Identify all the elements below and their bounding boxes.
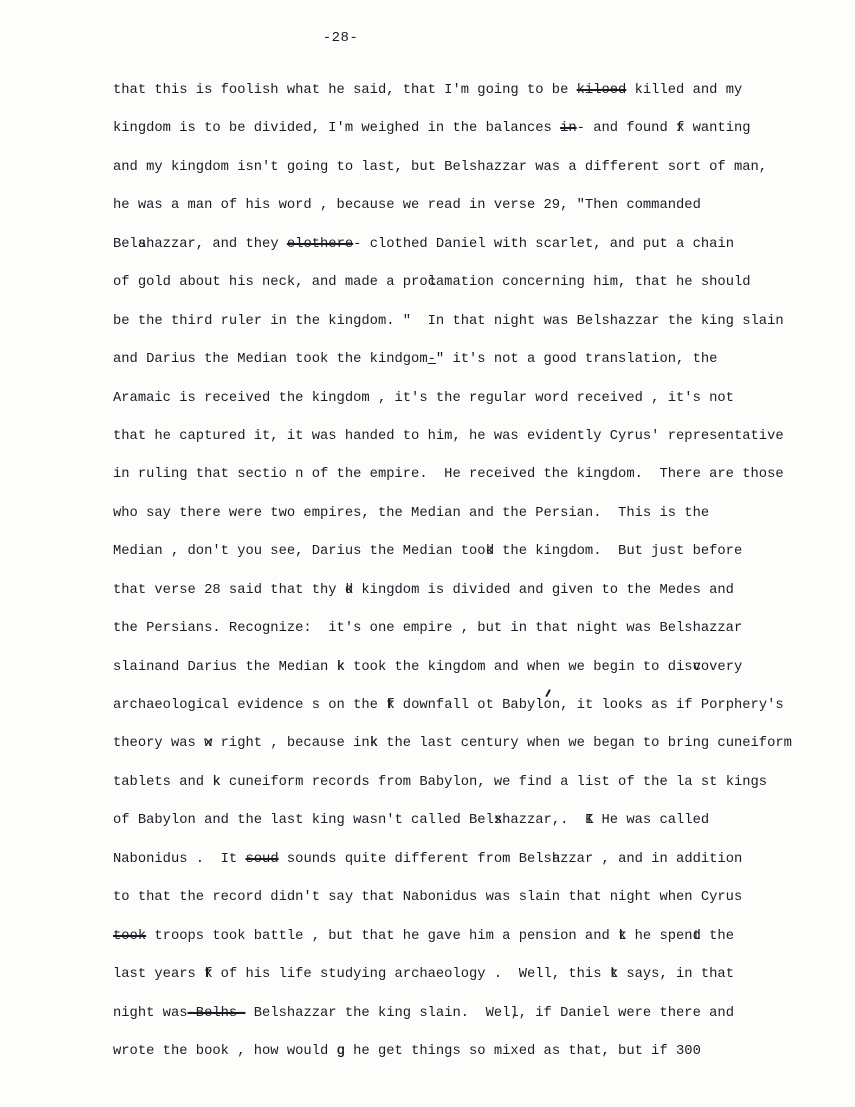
text-segment: of gold about his neck, and made a pro <box>113 275 428 291</box>
text-segment: kingdom is to be divided, I'm weighed in the balances <box>113 121 561 137</box>
text-segment: of his life studying archaeology . Well, this <box>212 967 610 983</box>
text-segment-ov: kk <box>212 774 213 790</box>
text-segment-ov: dt <box>692 928 694 944</box>
text-segment: Median , don't you see, Darius the Median too <box>113 544 486 560</box>
text-segment: and my kingdom isn't going to last, but Belshazzar was a different sort of man, <box>113 159 768 175</box>
text-segment: kingdom is divided and given to the Medes and <box>353 582 734 598</box>
text-segment: the <box>700 928 734 944</box>
text-segment-ov: tk <box>618 928 619 944</box>
text-line <box>113 264 833 302</box>
text-segment-ov: cl <box>427 275 429 291</box>
text-segment-ov: dk <box>344 582 346 598</box>
text-segment: hazzar,. <box>502 813 585 829</box>
text-line <box>113 495 833 533</box>
text-segment: - and found <box>576 121 677 137</box>
text-segment-ov: fk <box>204 967 205 983</box>
text-segment: last years <box>113 967 205 983</box>
text-segment: Aramaic is received the kingdom , it's the regular word received , it's not <box>113 390 734 406</box>
text-line <box>113 572 833 610</box>
text-segment: wanting <box>684 121 751 137</box>
text-segment: he spen <box>626 928 693 944</box>
text-segment: wrote the book , how would <box>113 1043 337 1059</box>
text-segment: , if Daniel were there and <box>518 1005 734 1021</box>
text-line <box>113 72 833 110</box>
text-segment-st: soud <box>245 851 279 867</box>
text-line <box>113 1033 833 1071</box>
text-segment: " it's not a good translation, the <box>435 352 718 368</box>
text-line <box>113 610 833 648</box>
text-segment: of Babylon and the last king wasn't called Bel <box>113 813 494 829</box>
text-segment: that he captured it, it was handed to him, he was evidently Cyrus' representative <box>113 428 784 444</box>
text-segment-st: -Belhs- <box>187 1005 246 1021</box>
text-segment: right , because in <box>212 736 370 752</box>
text-segment: killed and my <box>626 83 743 98</box>
text-segment: that this is foolish what he said, that I'm going to be <box>113 83 577 98</box>
text-line <box>113 187 833 225</box>
text-segment: who say there were two empires, the Median and the Persian. This is the <box>113 505 710 521</box>
text-segment: and Darius the Median took the kindgom <box>113 352 428 368</box>
text-segment-ov: fx <box>676 121 677 137</box>
text-segment-ov: sx <box>493 813 495 829</box>
text-line <box>113 418 833 456</box>
text-segment-ov: kk <box>336 659 338 675</box>
text-segment: downfall ot Babyl <box>394 698 544 713</box>
text-segment: Bel <box>113 236 138 252</box>
text-line <box>113 341 833 379</box>
text-segment: the Persians. Recognize: it's one empire , but in that night was Belshazzar <box>113 621 743 637</box>
text-segment: the kingdom. But just before <box>493 544 743 560</box>
text-segment: be the third ruler in the kingdom. " In that night was Belshazzar the king slain <box>113 313 784 329</box>
text-line <box>113 918 833 956</box>
text-line <box>113 725 833 763</box>
text-segment-ov: fk <box>386 698 387 713</box>
text-segment-ov: kk <box>369 736 371 752</box>
text-line <box>113 649 833 687</box>
text-segment: overy <box>700 659 743 675</box>
text-segment: theory was <box>113 736 205 752</box>
text-segment: he get things so mixed as that, but if 300 <box>344 1043 701 1059</box>
text-line <box>113 303 833 341</box>
text-line <box>113 879 833 917</box>
text-line <box>113 226 833 264</box>
text-segment: n, it looks as if Porphery's <box>551 698 784 713</box>
text-segment: He was called <box>593 813 710 829</box>
text-segment: Nabonidus . It <box>113 851 246 867</box>
text-segment-ov: gg <box>336 1043 338 1059</box>
text-segment-ov: wx <box>204 736 205 752</box>
text-segment-st: in <box>560 121 577 137</box>
text-segment: amation concerning him, that he should <box>435 275 751 291</box>
text-segment: - clothed Daniel with scarlet, and put a chain <box>353 236 734 252</box>
text-segment: says, in that <box>618 967 734 983</box>
text-line <box>113 149 833 187</box>
text-segment: Belshazzar the king slain. Wel <box>245 1005 511 1021</box>
text-segment: he was a man of his word , because we read in verse 29, "Then commanded <box>113 198 701 214</box>
text-segment: night was <box>113 1005 188 1021</box>
text-segment-ov: as <box>137 236 139 252</box>
typewritten-text-body <box>113 72 833 1071</box>
text-segment-ov: l, <box>510 1005 511 1021</box>
text-line <box>113 764 833 802</box>
text-segment: that verse 28 said that thy <box>113 582 345 598</box>
text-segment-st: elothere <box>286 236 354 252</box>
text-segment-ov: ha <box>551 851 553 867</box>
text-segment-ov: kd <box>485 544 487 560</box>
text-segment: cuneiform records from Babylon, we find a list of the la st kings <box>220 774 768 790</box>
text-line <box>113 380 833 418</box>
text-segment-ov: vc <box>692 659 694 675</box>
text-line <box>113 533 833 571</box>
text-segment: slainand Darius the Median <box>113 659 337 675</box>
text-segment: in ruling that sectio n of the empire. He received the kingdom. There are those <box>113 467 784 483</box>
text-segment: to that the record didn't say that Nabonidus was slain that night when Cyrus <box>113 890 743 906</box>
text-segment: took the kingdom and when we begin to dis <box>344 659 693 675</box>
page-number: -28- <box>322 30 359 46</box>
text-segment: the last century when we began to bring cuneiform <box>377 736 792 752</box>
text-line <box>113 110 833 148</box>
text-segment: hazzar, and they <box>146 236 287 252</box>
text-segment: sounds quite different from Bels <box>278 851 552 867</box>
text-line <box>113 956 833 994</box>
text-segment: archaeological evidence s on the <box>113 698 387 713</box>
text-segment: zzar , and in addition <box>560 851 743 867</box>
text-line <box>113 456 833 494</box>
text-segment-mark: o <box>543 698 552 713</box>
text-line <box>113 687 833 725</box>
text-line <box>113 802 833 840</box>
text-segment-st: kiloed <box>576 83 627 98</box>
text-line <box>113 995 833 1033</box>
text-segment-ov: IK <box>584 813 586 829</box>
text-segment-st: took <box>113 928 147 944</box>
text-line <box>113 841 833 879</box>
text-segment-un: - <box>427 352 436 368</box>
text-segment: troops took battle , but that he gave him a pension and <box>146 928 619 944</box>
text-segment: tablets and <box>113 774 213 790</box>
text-segment-ov: tk <box>609 967 611 983</box>
